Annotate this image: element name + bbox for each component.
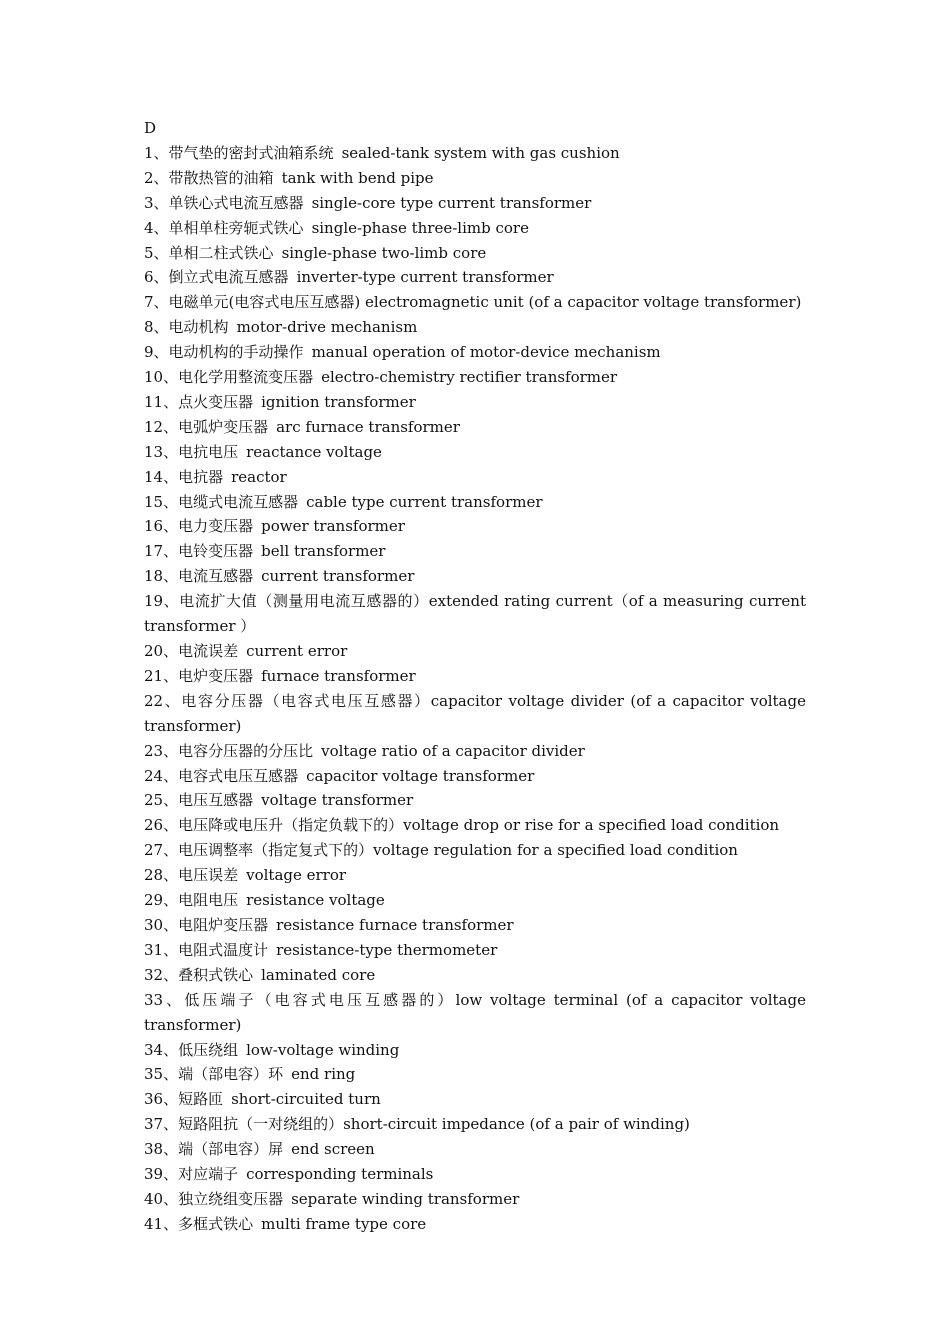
entry-number: 29、 (144, 891, 179, 910)
entry-chinese-term: 电炉变压器 (178, 666, 254, 685)
entry-chinese-term: 倒立式电流互感器 (168, 268, 289, 287)
section-heading: D (144, 119, 157, 137)
entry-number: 22、 (144, 691, 182, 710)
entry-chinese-term: 点火变压器 (178, 392, 254, 411)
entry-number: 1、 (144, 143, 169, 162)
entry-english-term: reactance voltage (246, 442, 382, 461)
glossary-entry (144, 340, 806, 365)
entry-number: 13、 (144, 442, 179, 461)
glossary-entry (144, 963, 806, 988)
entry-english-term: short-circuited turn (231, 1090, 381, 1109)
glossary-entry (144, 813, 806, 838)
glossary-entry (144, 514, 806, 539)
glossary-entry (144, 290, 806, 315)
glossary-entry (144, 490, 806, 515)
entry-number: 3、 (144, 193, 169, 212)
glossary-entry (144, 564, 806, 589)
entry-number: 32、 (144, 965, 179, 984)
entry-chinese-term: 短路匝 (178, 1090, 224, 1109)
entry-english-term: low voltage terminal (of a capacitor voltage transformer) (144, 990, 806, 1034)
entry-chinese-term: 端（部电容）环 (178, 1065, 284, 1084)
entry-english-term: resistance-type thermometer (276, 940, 498, 959)
glossary-entry (144, 465, 806, 490)
entry-english-term: single-phase two-limb core (281, 243, 487, 262)
glossary-entry (144, 938, 806, 963)
glossary-entry (144, 1212, 806, 1237)
entry-chinese-term: 单相单柱旁轭式铁心 (168, 218, 304, 237)
entry-english-term: furnace transformer (261, 666, 416, 685)
glossary-entry (144, 1187, 806, 1212)
glossary-entry (144, 390, 806, 415)
entry-english-term: ignition transformer (261, 392, 416, 411)
entry-english-term: single-phase three-limb core (311, 218, 529, 237)
entry-chinese-term: 电力变压器 (178, 517, 254, 536)
entry-english-term: bell transformer (261, 542, 386, 561)
glossary-entry (144, 838, 806, 863)
entry-english-term: current error (246, 642, 348, 661)
entry-english-term: short-circuit impedance (of a pair of winding) (343, 1115, 690, 1134)
entry-english-term: corresponding terminals (246, 1165, 434, 1184)
entry-english-term: resistance furnace transformer (276, 915, 514, 934)
entry-chinese-term: 电缆式电流互感器 (178, 492, 299, 511)
entry-english-term: tank with bend pipe (281, 168, 434, 187)
glossary-entry (144, 440, 806, 465)
entry-english-term: reactor (231, 467, 287, 486)
entry-number: 8、 (144, 318, 169, 337)
entry-chinese-term: 单相二柱式铁心 (168, 243, 274, 262)
entry-number: 31、 (144, 940, 179, 959)
glossary-entry (144, 191, 806, 216)
entry-number: 15、 (144, 492, 179, 511)
entry-chinese-term: 电压调整率（指定复式下的） (178, 841, 374, 860)
entry-english-term: separate winding transformer (291, 1189, 520, 1208)
entry-english-term: electro-chemistry rectifier transformer (321, 368, 618, 387)
entry-english-term: capacitor voltage divider (of a capacitor voltage transformer) (144, 691, 806, 735)
document-page (144, 116, 806, 1237)
entry-number: 26、 (144, 816, 179, 835)
entry-chinese-term: 电动机构的手动操作 (168, 343, 304, 362)
entry-english-term: arc furnace transformer (276, 417, 460, 436)
entry-number: 11、 (144, 392, 179, 411)
glossary-entry (144, 166, 806, 191)
entry-number: 21、 (144, 666, 179, 685)
glossary-entry (144, 415, 806, 440)
entry-number: 12、 (144, 417, 179, 436)
entry-english-term: extended rating current（of a measuring current transformer ） (144, 592, 806, 636)
entry-english-term: capacitor voltage transformer (306, 766, 535, 785)
entry-english-term: single-core type current transformer (311, 193, 592, 212)
entry-english-term: inverter-type current transformer (296, 268, 554, 287)
entry-chinese-term: 电阻式温度计 (178, 940, 269, 959)
entry-chinese-term: 电化学用整流变压器 (178, 368, 314, 387)
entry-number: 28、 (144, 866, 179, 885)
entry-number: 39、 (144, 1165, 179, 1184)
glossary-entry (144, 141, 806, 166)
glossary-entry (144, 1162, 806, 1187)
entry-chinese-term: 对应端子 (178, 1165, 239, 1184)
entry-number: 37、 (144, 1115, 179, 1134)
glossary-entry (144, 764, 806, 789)
entry-english-term: voltage error (246, 866, 347, 885)
glossary-entry (144, 216, 806, 241)
entry-number: 19、 (144, 592, 180, 611)
entry-english-term: manual operation of motor-device mechanism (311, 343, 661, 362)
entry-chinese-term: 电磁单元(电容式电压互感器) (168, 293, 361, 312)
entry-chinese-term: 电容式电压互感器 (178, 766, 299, 785)
entry-english-term: voltage drop or rise for a specified load condition (403, 816, 780, 835)
entry-number: 9、 (144, 343, 169, 362)
entry-chinese-term: 低压端子（电容式电压互感器的） (184, 990, 456, 1009)
entry-english-term: cable type current transformer (306, 492, 543, 511)
entry-chinese-term: 独立绕组变压器 (178, 1189, 284, 1208)
glossary-entry (144, 1112, 806, 1137)
entry-english-term: low-voltage winding (246, 1040, 400, 1059)
entry-english-term: power transformer (261, 517, 405, 536)
entry-number: 17、 (144, 542, 179, 561)
entry-number: 27、 (144, 841, 179, 860)
glossary-list (144, 141, 806, 1237)
entry-number: 30、 (144, 915, 179, 934)
entry-english-term: motor-drive mechanism (236, 318, 418, 337)
entry-chinese-term: 电抗器 (178, 467, 224, 486)
glossary-entry (144, 689, 806, 739)
entry-chinese-term: 电流误差 (178, 642, 239, 661)
glossary-entry (144, 1062, 806, 1087)
entry-number: 14、 (144, 467, 179, 486)
entry-chinese-term: 电压降或电压升（指定负载下的） (178, 816, 404, 835)
entry-chinese-term: 带气垫的密封式油箱系统 (168, 143, 334, 162)
entry-chinese-term: 短路阻抗（一对绕组的） (178, 1115, 344, 1134)
entry-english-term: voltage transformer (261, 791, 414, 810)
entry-number: 36、 (144, 1090, 179, 1109)
entry-number: 33、 (144, 990, 185, 1009)
glossary-entry (144, 863, 806, 888)
glossary-entry (144, 988, 806, 1038)
entry-chinese-term: 叠积式铁心 (178, 965, 254, 984)
entry-number: 24、 (144, 766, 179, 785)
entry-chinese-term: 电阻炉变压器 (178, 915, 269, 934)
entry-english-term: voltage ratio of a capacitor divider (321, 741, 585, 760)
glossary-entry (144, 589, 806, 639)
entry-chinese-term: 电抗电压 (178, 442, 239, 461)
entry-chinese-term: 端（部电容）屏 (178, 1140, 284, 1159)
entry-english-term: multi frame type core (261, 1214, 427, 1233)
entry-english-term: resistance voltage (246, 891, 385, 910)
entry-chinese-term: 电阻电压 (178, 891, 239, 910)
glossary-entry (144, 365, 806, 390)
glossary-entry (144, 265, 806, 290)
entry-chinese-term: 带散热管的油箱 (168, 168, 274, 187)
entry-chinese-term: 电压互感器 (178, 791, 254, 810)
glossary-entry (144, 1038, 806, 1063)
glossary-entry (144, 1137, 806, 1162)
glossary-entry (144, 539, 806, 564)
entry-english-term: voltage regulation for a specified load condition (373, 841, 738, 860)
entry-chinese-term: 电流互感器 (178, 567, 254, 586)
entry-chinese-term: 多框式铁心 (178, 1214, 254, 1233)
entry-number: 7、 (144, 293, 169, 312)
glossary-entry (144, 913, 806, 938)
entry-chinese-term: 电铃变压器 (178, 542, 254, 561)
entry-number: 23、 (144, 741, 179, 760)
entry-english-term: end screen (291, 1140, 375, 1159)
entry-english-term: laminated core (261, 965, 376, 984)
entry-chinese-term: 单铁心式电流互感器 (168, 193, 304, 212)
entry-english-term: end ring (291, 1065, 356, 1084)
entry-number: 2、 (144, 168, 169, 187)
entry-number: 41、 (144, 1214, 179, 1233)
glossary-entry (144, 241, 806, 266)
entry-chinese-term: 电容分压器的分压比 (178, 741, 314, 760)
entry-chinese-term: 电压误差 (178, 866, 239, 885)
entry-chinese-term: 电流扩大值（测量用电流互感器的） (179, 592, 429, 611)
entry-number: 38、 (144, 1140, 179, 1159)
entry-english-term: sealed-tank system with gas cushion (341, 143, 620, 162)
entry-number: 6、 (144, 268, 169, 287)
entry-number: 35、 (144, 1065, 179, 1084)
entry-english-term: electromagnetic unit (of a capacitor voltage transformer) (365, 293, 802, 312)
entry-number: 18、 (144, 567, 179, 586)
glossary-entry (144, 315, 806, 340)
entry-chinese-term: 电容分压器（电容式电压互感器） (181, 691, 431, 710)
entry-number: 16、 (144, 517, 179, 536)
entry-number: 40、 (144, 1189, 179, 1208)
entry-number: 5、 (144, 243, 169, 262)
entry-number: 10、 (144, 368, 179, 387)
entry-chinese-term: 电弧炉变压器 (178, 417, 269, 436)
glossary-entry (144, 1087, 806, 1112)
glossary-entry (144, 739, 806, 764)
entry-chinese-term: 低压绕组 (178, 1040, 239, 1059)
entry-english-term: current transformer (261, 567, 415, 586)
glossary-entry (144, 888, 806, 913)
entry-chinese-term: 电动机构 (168, 318, 229, 337)
glossary-entry (144, 664, 806, 689)
entry-number: 25、 (144, 791, 179, 810)
entry-number: 34、 (144, 1040, 179, 1059)
glossary-entry (144, 788, 806, 813)
entry-number: 4、 (144, 218, 169, 237)
glossary-entry (144, 639, 806, 664)
entry-number: 20、 (144, 642, 179, 661)
